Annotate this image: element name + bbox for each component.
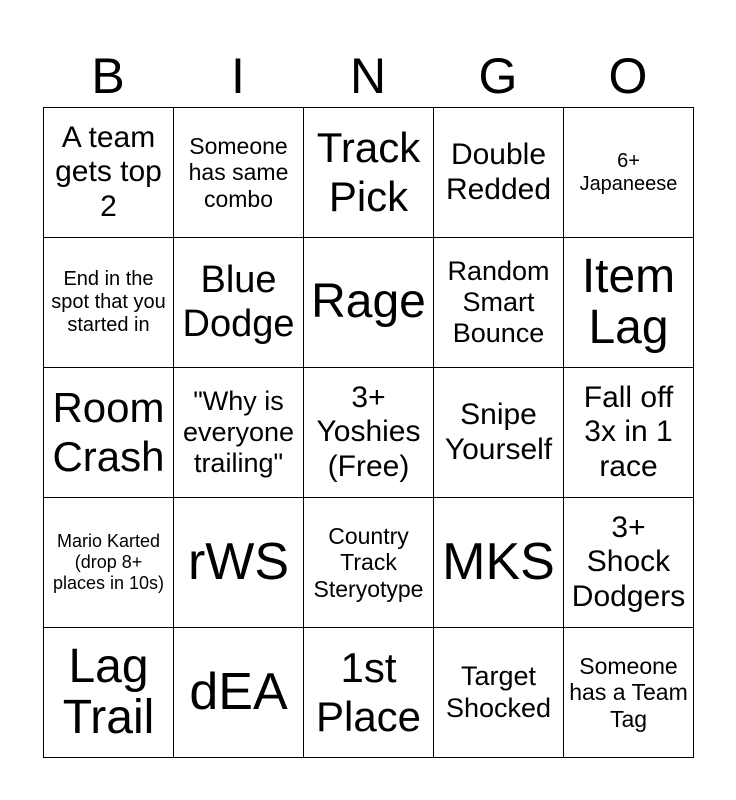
bingo-cell[interactable]: Snipe Yourself (434, 368, 564, 498)
bingo-cell[interactable]: 6+ Japaneese (564, 108, 694, 238)
bingo-cell[interactable]: Blue Dodge (174, 238, 304, 368)
bingo-cell[interactable]: Track Pick (304, 108, 434, 238)
header-letter-g: G (478, 48, 518, 104)
bingo-cell[interactable]: Fall off 3x in 1 race (564, 368, 694, 498)
bingo-row (44, 108, 694, 238)
bingo-header (43, 46, 693, 106)
bingo-cell[interactable]: Mario Karted (drop 8+ places in 10s) (44, 498, 174, 628)
bingo-card (43, 107, 694, 758)
bingo-cell[interactable]: Random Smart Bounce (434, 238, 564, 368)
bingo-cell[interactable]: Double Redded (434, 108, 564, 238)
bingo-cell[interactable]: Rage (304, 238, 434, 368)
bingo-cell[interactable]: Room Crash (44, 368, 174, 498)
bingo-cell[interactable]: End in the spot that you started in (44, 238, 174, 368)
header-letter-i: I (231, 48, 245, 104)
bingo-cell[interactable]: rWS (174, 498, 304, 628)
bingo-cell[interactable]: 1st Place (304, 628, 434, 758)
bingo-cell[interactable]: A team gets top 2 (44, 108, 174, 238)
bingo-cell[interactable]: 3+ Shock Dodgers (564, 498, 694, 628)
bingo-row (44, 628, 694, 758)
bingo-cell[interactable]: Someone has a Team Tag (564, 628, 694, 758)
header-letter-n: N (349, 48, 387, 104)
bingo-cell[interactable]: Item Lag (564, 238, 694, 368)
bingo-cell[interactable]: "Why is everyone trailing" (174, 368, 304, 498)
header-letter-o: O (608, 48, 648, 104)
bingo-row (44, 498, 694, 628)
bingo-cell[interactable]: MKS (434, 498, 564, 628)
header-letter-b: B (91, 48, 125, 104)
bingo-cell[interactable]: Target Shocked (434, 628, 564, 758)
bingo-row (44, 368, 694, 498)
bingo-row (44, 238, 694, 368)
bingo-cell[interactable]: 3+ Yoshies (Free) (304, 368, 434, 498)
bingo-cell[interactable]: Lag Trail (44, 628, 174, 758)
bingo-cell[interactable]: Someone has same combo (174, 108, 304, 238)
bingo-cell[interactable]: Country Track Steryotype (304, 498, 434, 628)
bingo-cell[interactable]: dEA (174, 628, 304, 758)
